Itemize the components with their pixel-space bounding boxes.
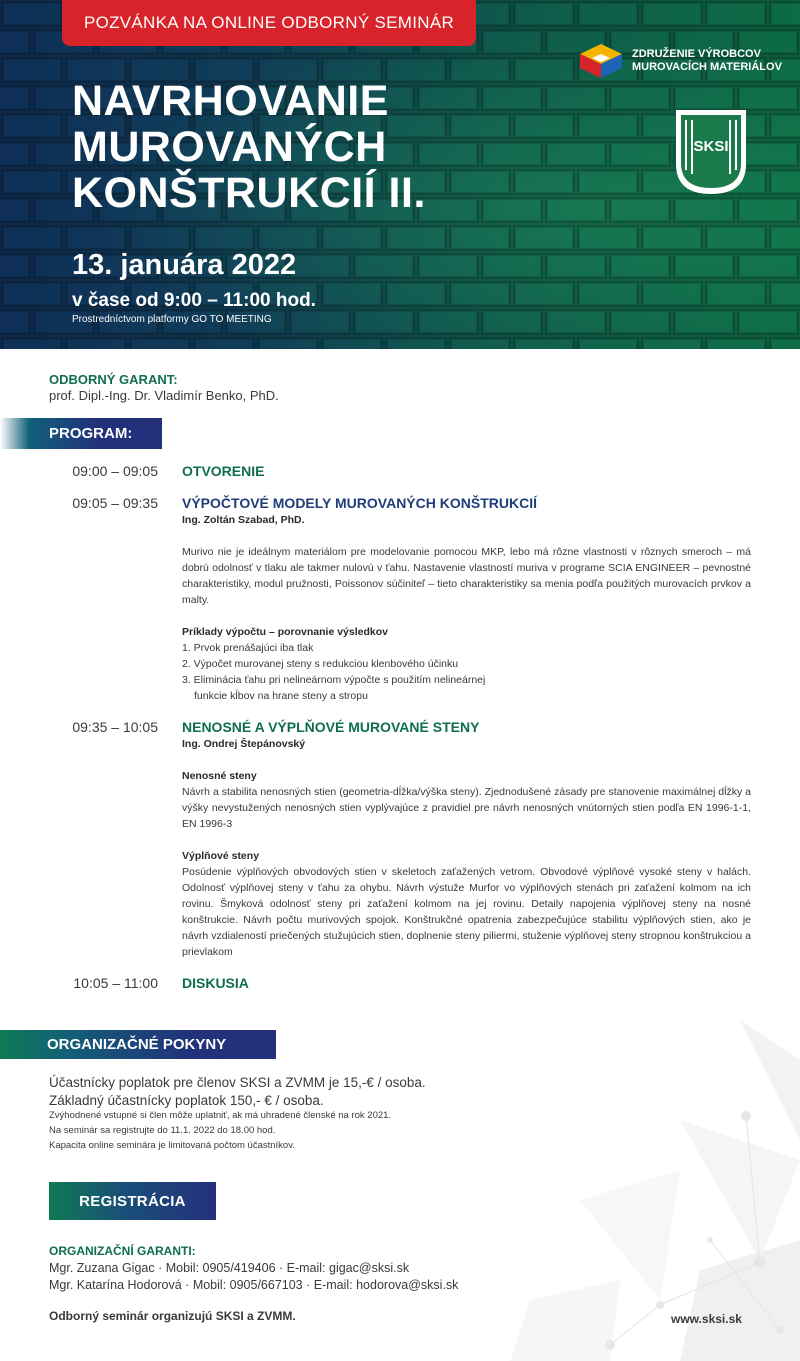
- program-sub-3a: Nenosné steny: [182, 770, 257, 782]
- footer-organizers: Odborný seminár organizujú SKSI a ZVMM.: [49, 1309, 296, 1323]
- garanti-label: ORGANIZAČNÍ GARANTI:: [49, 1244, 196, 1258]
- header-banner: [0, 0, 800, 349]
- title-line-3: KONŠTRUKCIÍ II.: [72, 169, 426, 217]
- garant-label: ODBORNÝ GARANT:: [49, 372, 178, 387]
- program-time-3: 09:35 – 10:05: [72, 719, 158, 735]
- garant-name: prof. Dipl.-Ing. Dr. Vladimír Benko, PhD.: [49, 388, 279, 403]
- seminar-platform: Prostredníctvom platformy GO TO MEETING: [72, 314, 272, 325]
- invitation-badge: POZVÁNKA NA ONLINE ODBORNÝ SEMINÁR: [62, 0, 476, 46]
- program-time-4: 10:05 – 11:00: [73, 975, 158, 991]
- contact-gigac: Mgr. Zuzana Gigac · Mobil: 0905/419406 · E-mail: gigac@sksi.sk: [49, 1261, 410, 1275]
- fee-members: Účastnícky poplatok pre členov SKSI a ZVMM je 15,-€ / osoba.: [49, 1075, 426, 1090]
- list-item: 1. Prvok prenášajúci iba tlak: [182, 642, 314, 654]
- list-item: 3. Eliminácia ťahu pri nelineárnom výpočte s použitím nelineárnej: [182, 674, 486, 686]
- title-line-1: NAVRHOVANIE: [72, 77, 389, 125]
- program-title-1: OTVORENIE: [182, 463, 265, 479]
- zvmm-logo-line-1: ZDRUŽENIE VÝROBCOV: [632, 48, 761, 60]
- program-heading: PROGRAM:: [0, 418, 162, 449]
- seminar-time: v čase od 9:00 – 11:00 hod.: [72, 290, 316, 311]
- sksi-emblem-icon: [674, 108, 748, 196]
- registration-button[interactable]: REGISTRÁCIA: [49, 1182, 216, 1220]
- sksi-emblem-text: SKSI: [693, 138, 729, 155]
- footer-web-link[interactable]: www.sksi.sk: [671, 1312, 742, 1326]
- zvmm-logo-line-2: MUROVACÍCH MATERIÁLOV: [632, 61, 782, 73]
- list-item: 2. Výpočet murovanej steny s redukciou klenbového účinku: [182, 658, 459, 670]
- program-title-4: DISKUSIA: [182, 975, 249, 991]
- program-sub-2: Príklady výpočtu – porovnanie výsledkov: [182, 626, 388, 638]
- program-time-2: 09:05 – 09:35: [72, 495, 158, 511]
- zvmm-logo-text: [632, 48, 782, 74]
- seminar-date: 13. januára 2022: [72, 249, 297, 281]
- pokyny-heading: ORGANIZAČNÉ POKYNY: [0, 1030, 276, 1059]
- list-item: funkcie kĺbov na hrane steny a stropu: [194, 690, 368, 702]
- contact-hodorova: Mgr. Katarína Hodorová · Mobil: 0905/667103 · E-mail: hodorova@sksi.sk: [49, 1278, 459, 1292]
- program-text-3b: Posúdenie výplňových obvodových stien v skeletoch zaťažených vetrom. Obvodové výplňové vysoké steny v halách. Odolnosť výplňovej steny v ťahu za ohybu. Návrh výstuže Murfor vo výplňových stenách pri zaťažení kolmom na ich rovinu. Šmyková odolnosť steny pri zaťažení kolmom na jej rovinu. Detaily napojenia výplňovej steny na nosné konštrukcie. Návrh počtu murivových spojok. Konštrukčné opatrenia zabezpečujúce stabilitu výplňových stien, ako je návrh vzdialeností priečených stužujúcich stien, doplnenie steny piliermi, stuženie výplňovej steny stropnou konštrukciou a prievlakom: [182, 866, 751, 958]
- program-list-2: [182, 640, 485, 704]
- program-title-2: VÝPOČTOVÉ MODELY MUROVANÝCH KONŠTRUKCIÍ: [182, 495, 537, 511]
- program-text-2: Murivo nie je ideálnym materiálom pre modelovanie pomocou MKP, lebo má rôzne vlastnosti v rôznych smeroch – má dobrú odolnosť v tlaku ale takmer nulovú v ťahu. Nastavenie vlastností muriva v programe SCIA ENGINEER – pevnostné charakteristiky, modul pružnosti, Poissonov súčiniteľ – tieto charakteristiky sa menia podľa použitých murovacích prvkov a malty.: [182, 546, 751, 606]
- seminar-title: [72, 78, 532, 216]
- note-discount: Zvýhodnené vstupné si člen môže uplatniť, ak má uhradené členské na rok 2021.: [49, 1110, 392, 1121]
- note-capacity: Kapacita online seminára je limitovaná počtom účastníkov.: [49, 1140, 295, 1151]
- program-time-1: 09:00 – 09:05: [72, 463, 158, 479]
- note-deadline: Na seminár sa registrujte do 11.1. 2022 do 18.00 hod.: [49, 1125, 276, 1136]
- zvmm-cube-icon: [578, 42, 624, 80]
- program-speaker-2: Ing. Zoltán Szabad, PhD.: [182, 514, 305, 526]
- program-speaker-3: Ing. Ondrej Štepánovský: [182, 738, 306, 750]
- title-line-2: MUROVANÝCH: [72, 123, 387, 171]
- zvmm-logo: [578, 42, 782, 80]
- program-title-3: NENOSNÉ A VÝPLŇOVÉ MUROVANÉ STENY: [182, 719, 480, 735]
- program-sub-3b: Výplňové steny: [182, 850, 260, 862]
- decorative-triangles: [380, 1000, 800, 1361]
- program-text-3a: Návrh a stabilita nenosných stien (geometria-dĺžka/výška steny). Zjednodušené zásady pre stanovenie maximálnej dĺžky a výšky nevystužených nenosných stien vyplývajúce z pravidiel pre návrh nenosných vnútorných stien podľa EN 1996-1-1, EN 1996-3: [182, 786, 751, 830]
- fee-basic: Základný účastnícky poplatok 150,- € / osoba.: [49, 1093, 324, 1108]
